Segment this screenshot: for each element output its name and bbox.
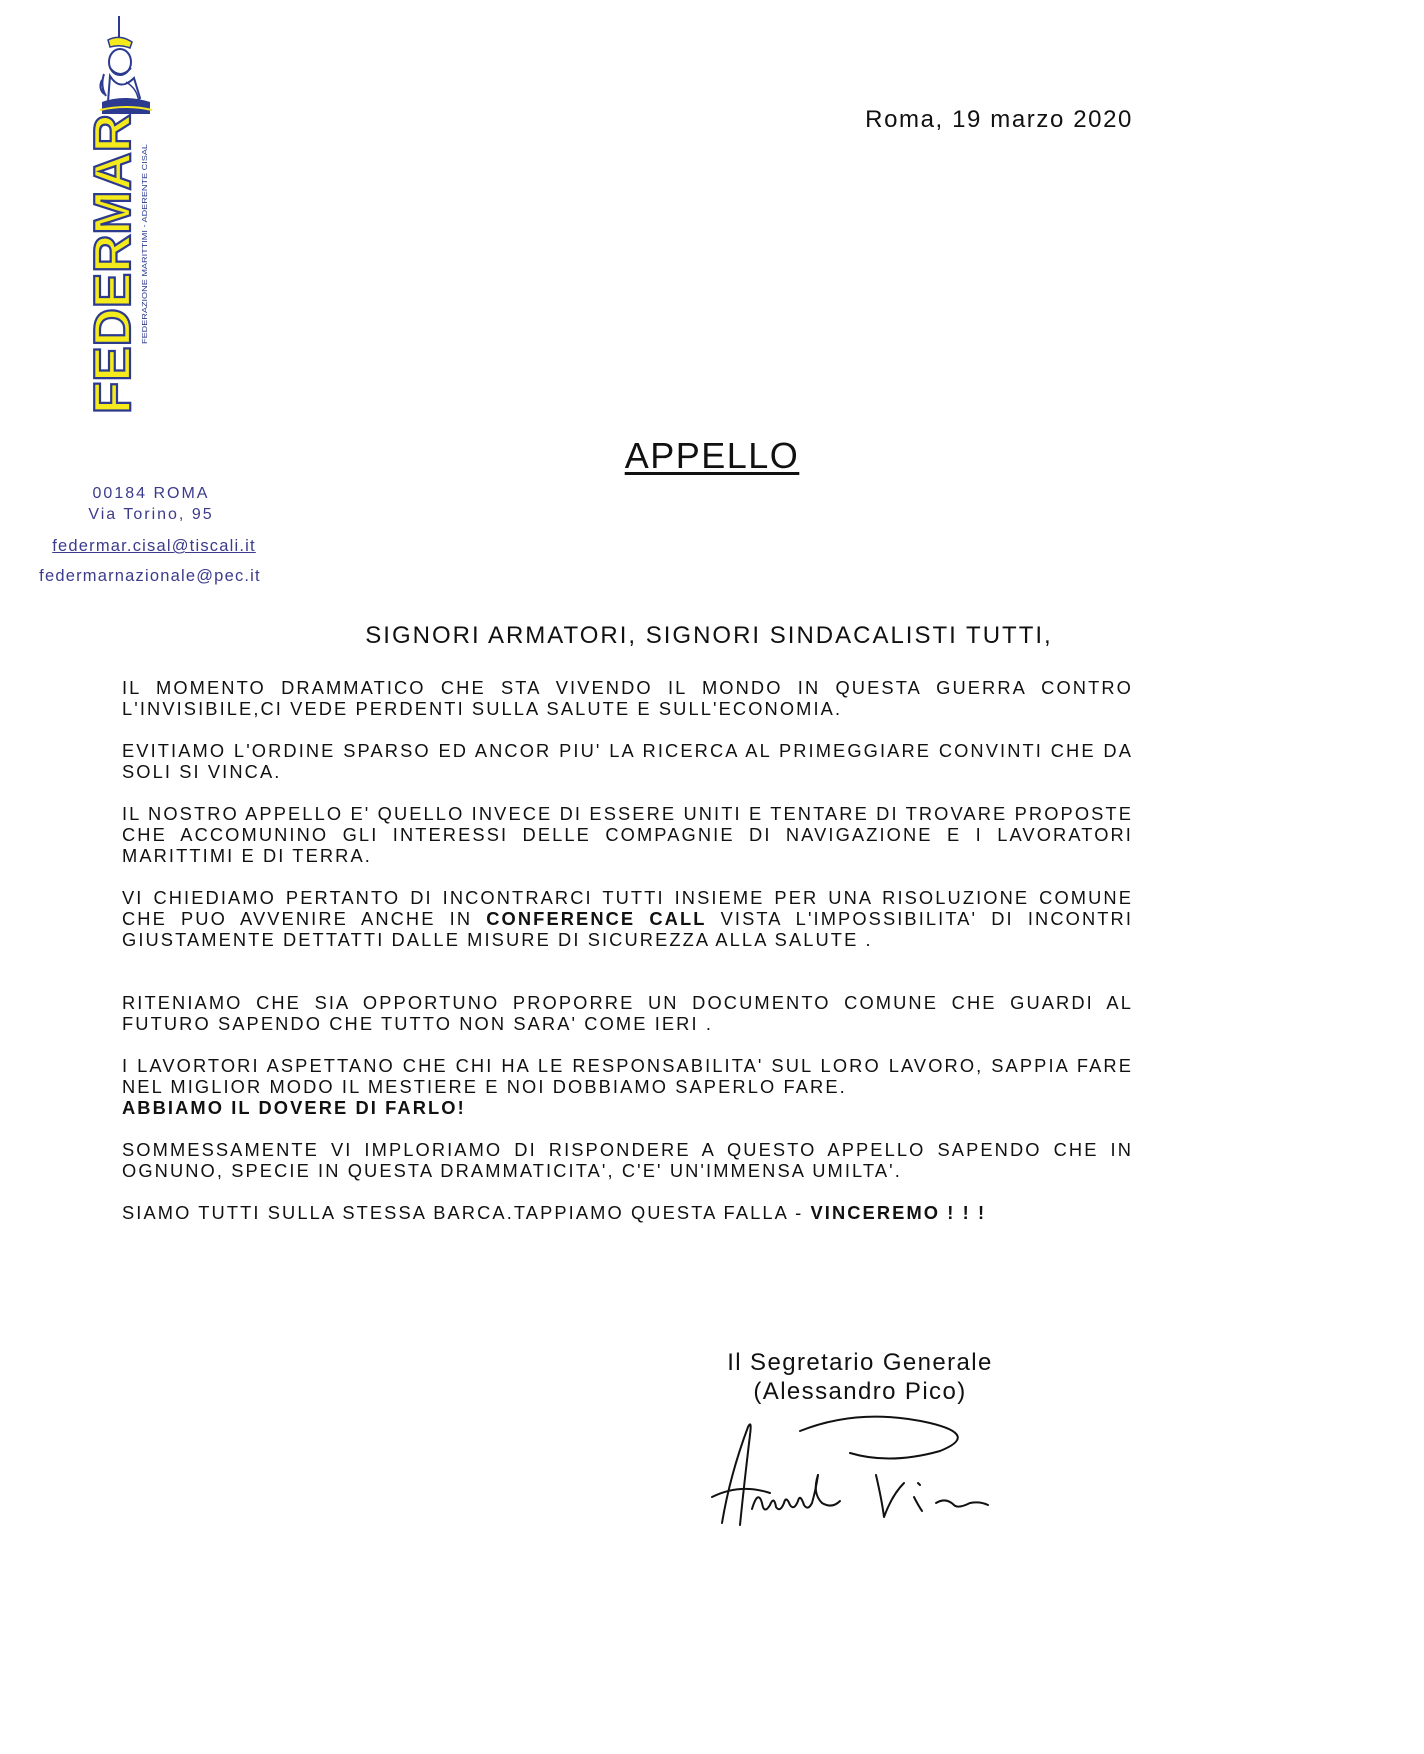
paragraph-6-bold <box>122 1097 1133 1118</box>
address-postcode-city: 00184 ROMA <box>92 485 210 502</box>
salutation: SIGNORI ARMATORI, SIGNORI SINDACALISTI TUTTI, <box>365 622 1053 649</box>
paragraph-6-bold-text: ABBIAMO IL DOVERE DI FARLO! <box>122 1097 466 1118</box>
paragraph-4-text-b: VISTA L'IMPOSSIBILITA' DI INCONTRI GIUSTAMENTE DETTATTI DALLE MISURE DI SICUREZZA ALLA SALUTE . <box>122 908 1133 950</box>
signer-block <box>680 1348 1040 1406</box>
sailor-icon <box>100 16 152 114</box>
letter-body <box>122 677 1133 1223</box>
address-street: Via Torino, 95 <box>88 506 214 523</box>
paragraph-4-bold: CONFERENCE CALL <box>486 908 707 929</box>
logo-subtext: FEDERAZIONE MARITTIMI - ADERENTE CISAL <box>140 179 149 344</box>
paragraph-5: RITENIAMO CHE SIA OPPORTUNO PROPORRE UN DOCUMENTO COMUNE CHE GUARDI AL FUTURO SAPENDO CHE TUTTO NON SARA' COME IERI . <box>122 992 1133 1034</box>
address-block <box>66 483 236 525</box>
signer-role: Il Segretario Generale <box>727 1349 993 1376</box>
handwritten-signature <box>700 1405 1000 1535</box>
paragraph-1: IL MOMENTO DRAMMATICO CHE STA VIVENDO IL MONDO IN QUESTA GUERRA CONTRO L'INVISIBILE,CI VEDE PERDENTI SULLA SALUTE E SULL'ECONOMIA. <box>122 677 1133 719</box>
email-link[interactable]: federmar.cisal@tiscali.it <box>52 537 256 555</box>
paragraph-8 <box>122 1202 1133 1223</box>
paragraph-7: SOMMESSAMENTE VI IMPLORIAMO DI RISPONDERE A QUESTO APPELLO SAPENDO CHE IN OGNUNO, SPECIE IN QUESTA DRAMMATICITA', C'E' UN'IMMENSA UMILTA'. <box>122 1139 1133 1181</box>
logo-wordmark: FEDERMAR <box>84 119 142 414</box>
paragraph-4-text-a: VI CHIEDIAMO PERTANTO DI INCONTRARCI TUTTI INSIEME PER UNA RISOLUZIONE COMUNE CHE PUO AVVENIRE ANCHE IN <box>122 887 1133 929</box>
paragraph-6: I LAVORTORI ASPETTANO CHE CHI HA LE RESPONSABILITA' SUL LORO LAVORO, SAPPIA FARE NEL MIGLIOR MODO IL MESTIERE E NOI DOBBIAMO SAPERLO FARE. <box>122 1055 1133 1097</box>
paragraph-4 <box>122 887 1133 950</box>
federmar-logo <box>84 14 176 472</box>
letter-date: Roma, 19 marzo 2020 <box>865 106 1133 133</box>
paragraph-8-bold: VINCEREMO ! ! ! <box>810 1202 987 1223</box>
paragraph-8-text: SIAMO TUTTI SULLA STESSA BARCA.TAPPIAMO QUESTA FALLA - <box>122 1202 811 1223</box>
signer-name: (Alessandro Pico) <box>753 1378 967 1405</box>
paragraph-3: IL NOSTRO APPELLO E' QUELLO INVECE DI ESSERE UNITI E TENTARE DI TROVARE PROPOSTE CHE ACCOMUNINO GLI INTERESSI DELLE COMPAGNIE DI NAVIGAZIONE E I LAVORATORI MARITTIMI E DI TERRA. <box>122 803 1133 866</box>
document-title: APPELLO <box>624 435 800 476</box>
pec-email: federmarnazionale@pec.it <box>39 567 261 585</box>
paragraph-2: EVITIAMO L'ORDINE SPARSO ED ANCOR PIU' LA RICERCA AL PRIMEGGIARE CONVINTI CHE DA SOLI SI VINCA. <box>122 740 1133 782</box>
